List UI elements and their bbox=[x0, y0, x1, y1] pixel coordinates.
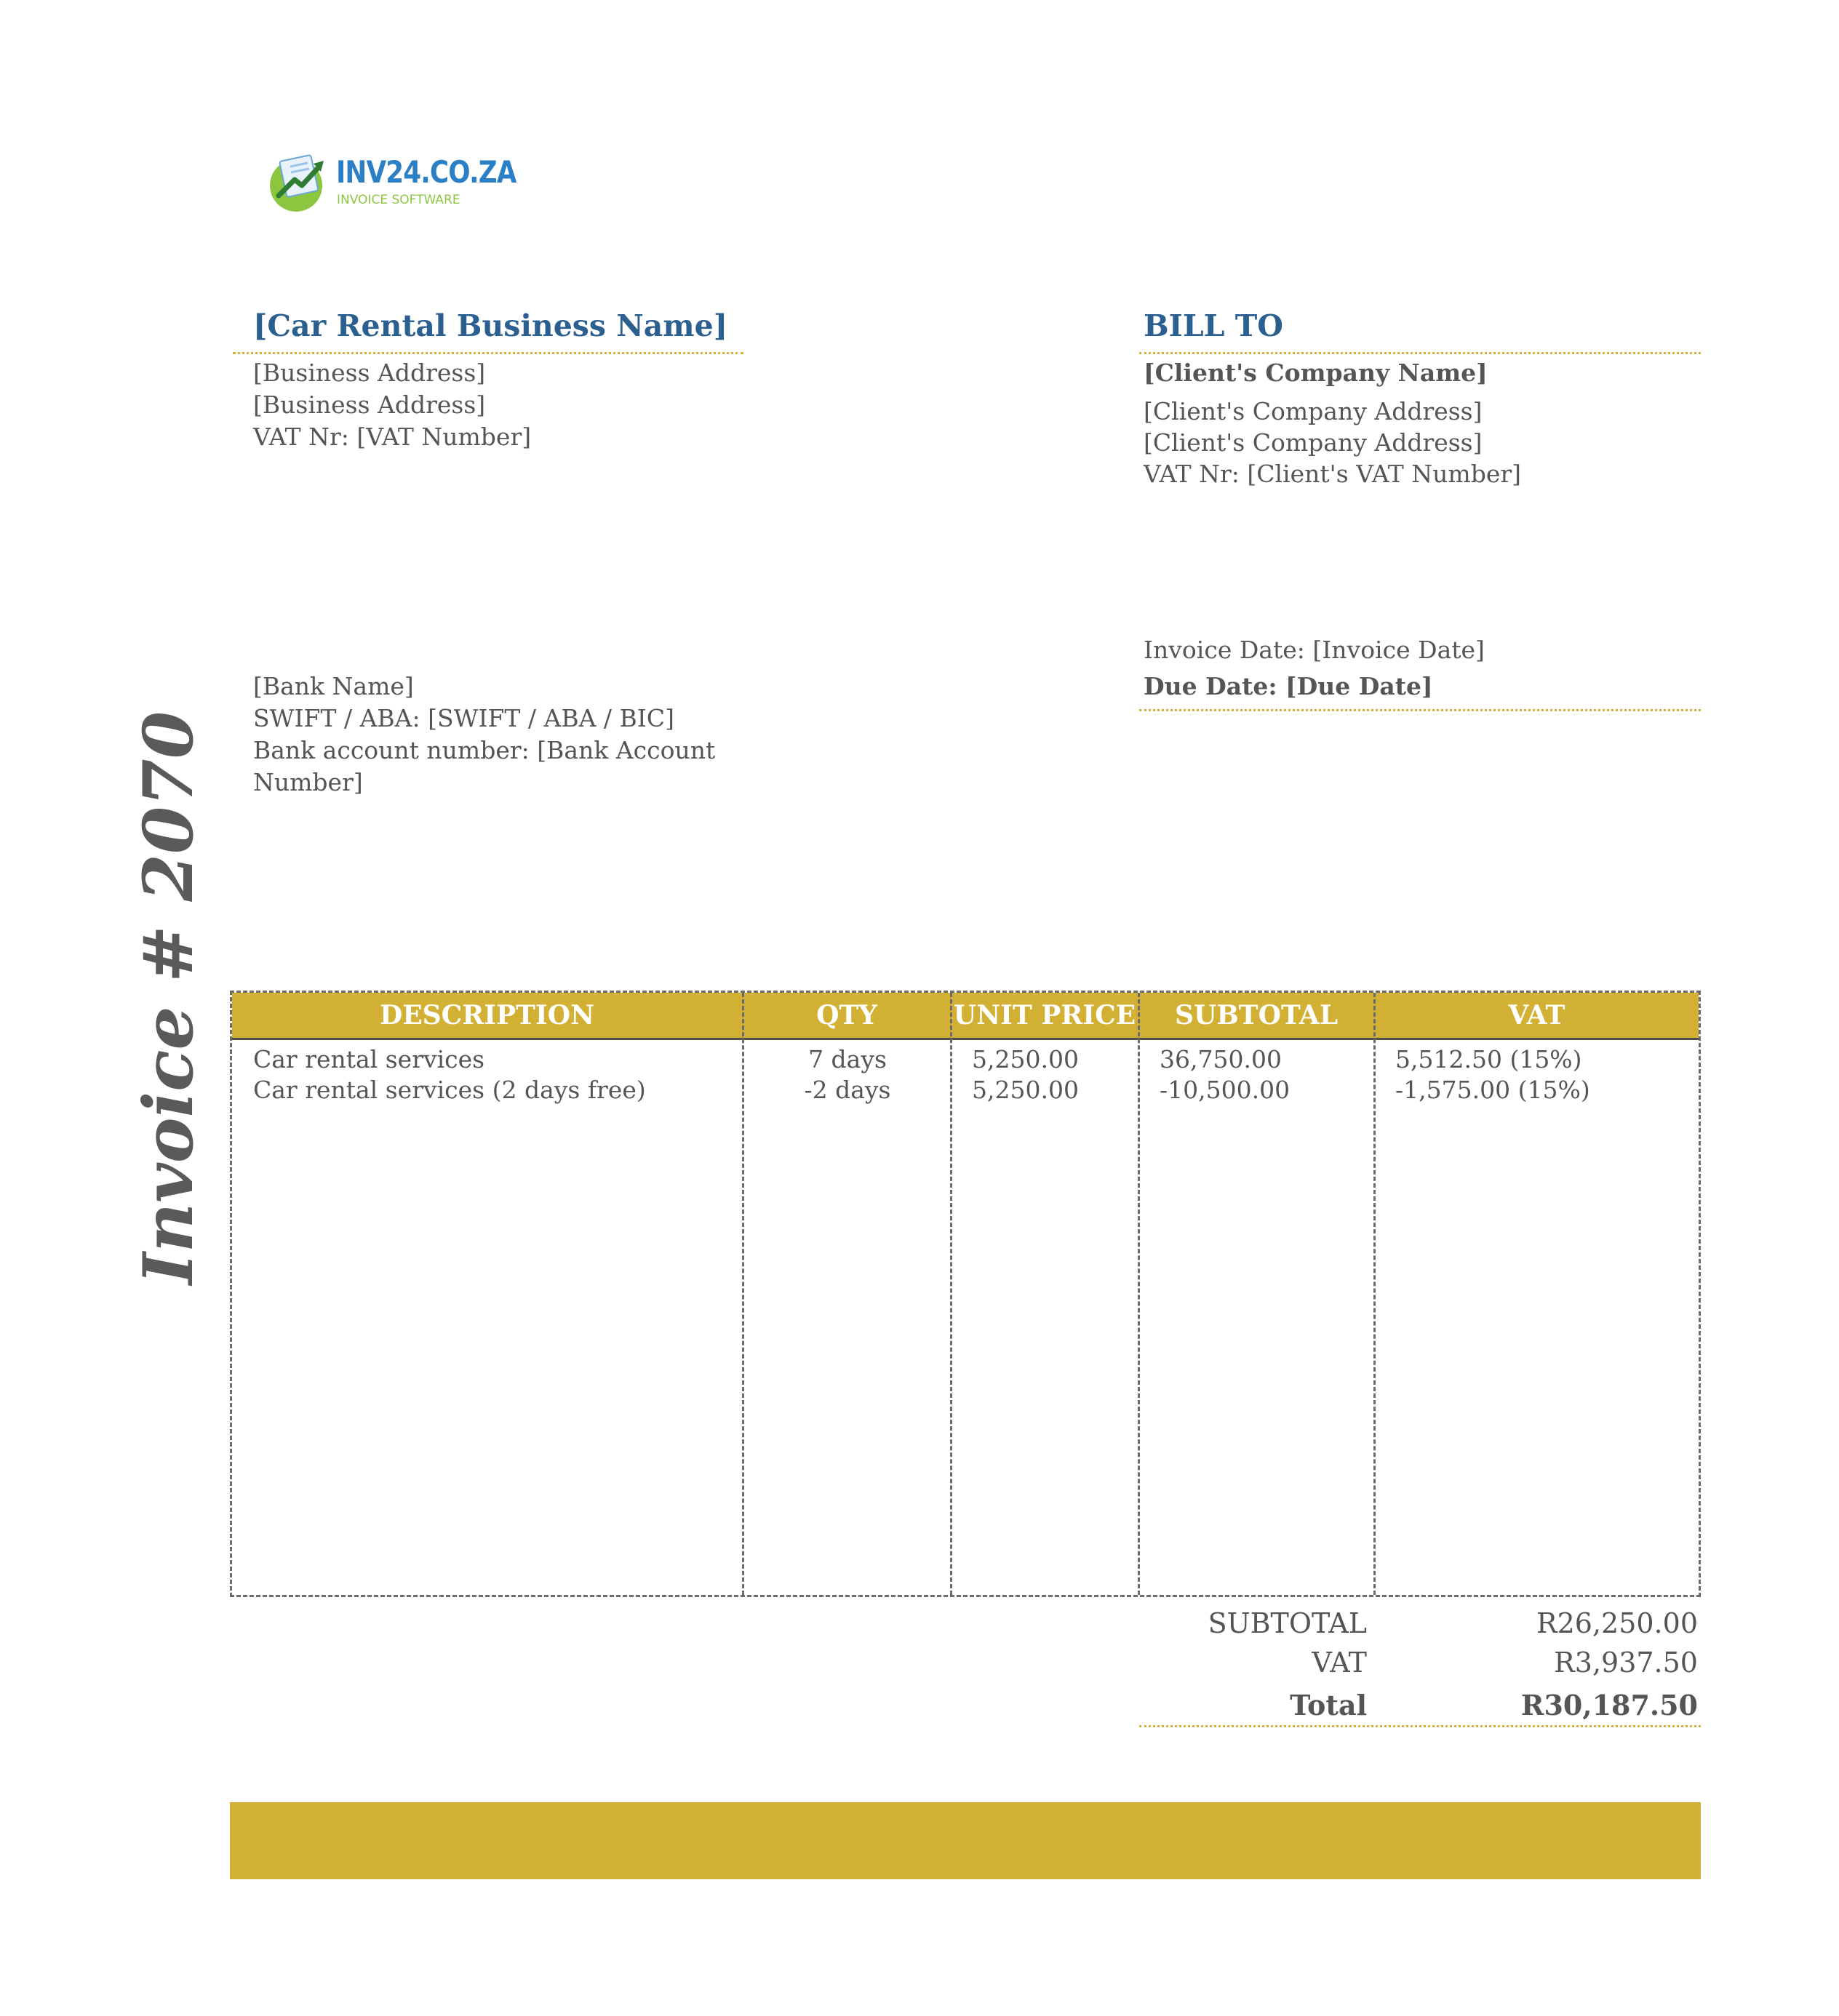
header-subtotal: SUBTOTAL bbox=[1174, 1000, 1339, 1031]
subtotal-label: SUBTOTAL bbox=[1208, 1607, 1367, 1639]
bank-name: [Bank Name] bbox=[253, 672, 414, 700]
invoice-number-title: Invoice # 2070 bbox=[129, 711, 209, 1285]
row-2-subtotal: -10,500.00 bbox=[1160, 1076, 1291, 1104]
logo-tagline: INVOICE SOFTWARE bbox=[337, 193, 460, 207]
client-address-2: [Client's Company Address] bbox=[1144, 428, 1483, 457]
logo-icon bbox=[266, 148, 332, 215]
client-address-1: [Client's Company Address] bbox=[1144, 397, 1483, 425]
header-description: DESCRIPTION bbox=[379, 1000, 595, 1031]
bank-account-line-1: Bank account number: [Bank Account bbox=[253, 736, 716, 764]
row-1-vat: 5,512.50 (15%) bbox=[1395, 1045, 1582, 1073]
seller-address-1: [Business Address] bbox=[253, 359, 486, 387]
total-value: R30,187.50 bbox=[1520, 1689, 1698, 1721]
bank-account-line-2: Number] bbox=[253, 768, 363, 796]
totals-divider bbox=[1139, 1725, 1701, 1727]
vat-label: VAT bbox=[1312, 1647, 1367, 1679]
client-company-name: [Client's Company Name] bbox=[1144, 359, 1488, 387]
bill-to-divider bbox=[1139, 352, 1701, 354]
footer-bar bbox=[230, 1802, 1701, 1879]
row-2-vat: -1,575.00 (15%) bbox=[1395, 1076, 1590, 1104]
seller-address-2: [Business Address] bbox=[253, 391, 486, 419]
row-2-description: Car rental services (2 days free) bbox=[253, 1076, 646, 1104]
seller-divider bbox=[233, 352, 743, 354]
row-2-unit-price: 5,250.00 bbox=[972, 1076, 1079, 1104]
bank-swift: SWIFT / ABA: [SWIFT / ABA / BIC] bbox=[253, 704, 674, 732]
column-divider bbox=[1138, 993, 1140, 1595]
row-1-unit-price: 5,250.00 bbox=[972, 1045, 1079, 1073]
subtotal-value: R26,250.00 bbox=[1536, 1607, 1698, 1639]
seller-name: [Car Rental Business Name] bbox=[253, 308, 728, 343]
header-unit-price: UNIT PRICE bbox=[953, 1000, 1136, 1031]
client-vat: VAT Nr: [Client's VAT Number] bbox=[1144, 460, 1521, 488]
invoice-date: Invoice Date: [Invoice Date] bbox=[1144, 636, 1485, 664]
dates-divider bbox=[1139, 709, 1701, 711]
vat-value: R3,937.50 bbox=[1554, 1647, 1698, 1679]
bill-to-heading: BILL TO bbox=[1144, 308, 1283, 343]
row-1-subtotal: 36,750.00 bbox=[1160, 1045, 1282, 1073]
column-divider bbox=[1373, 993, 1376, 1595]
row-1-description: Car rental services bbox=[253, 1045, 485, 1073]
logo-text: INV24.CO.ZA bbox=[336, 154, 516, 190]
header-qty: QTY bbox=[816, 1000, 877, 1031]
due-date: Due Date: [Due Date] bbox=[1144, 672, 1433, 700]
total-label: Total bbox=[1290, 1689, 1367, 1721]
header-vat: VAT bbox=[1508, 1000, 1565, 1031]
table-header bbox=[232, 993, 1699, 1040]
seller-vat: VAT Nr: [VAT Number] bbox=[253, 423, 532, 451]
row-1-qty: 7 days bbox=[808, 1045, 887, 1073]
row-2-qty: -2 days bbox=[804, 1076, 891, 1104]
